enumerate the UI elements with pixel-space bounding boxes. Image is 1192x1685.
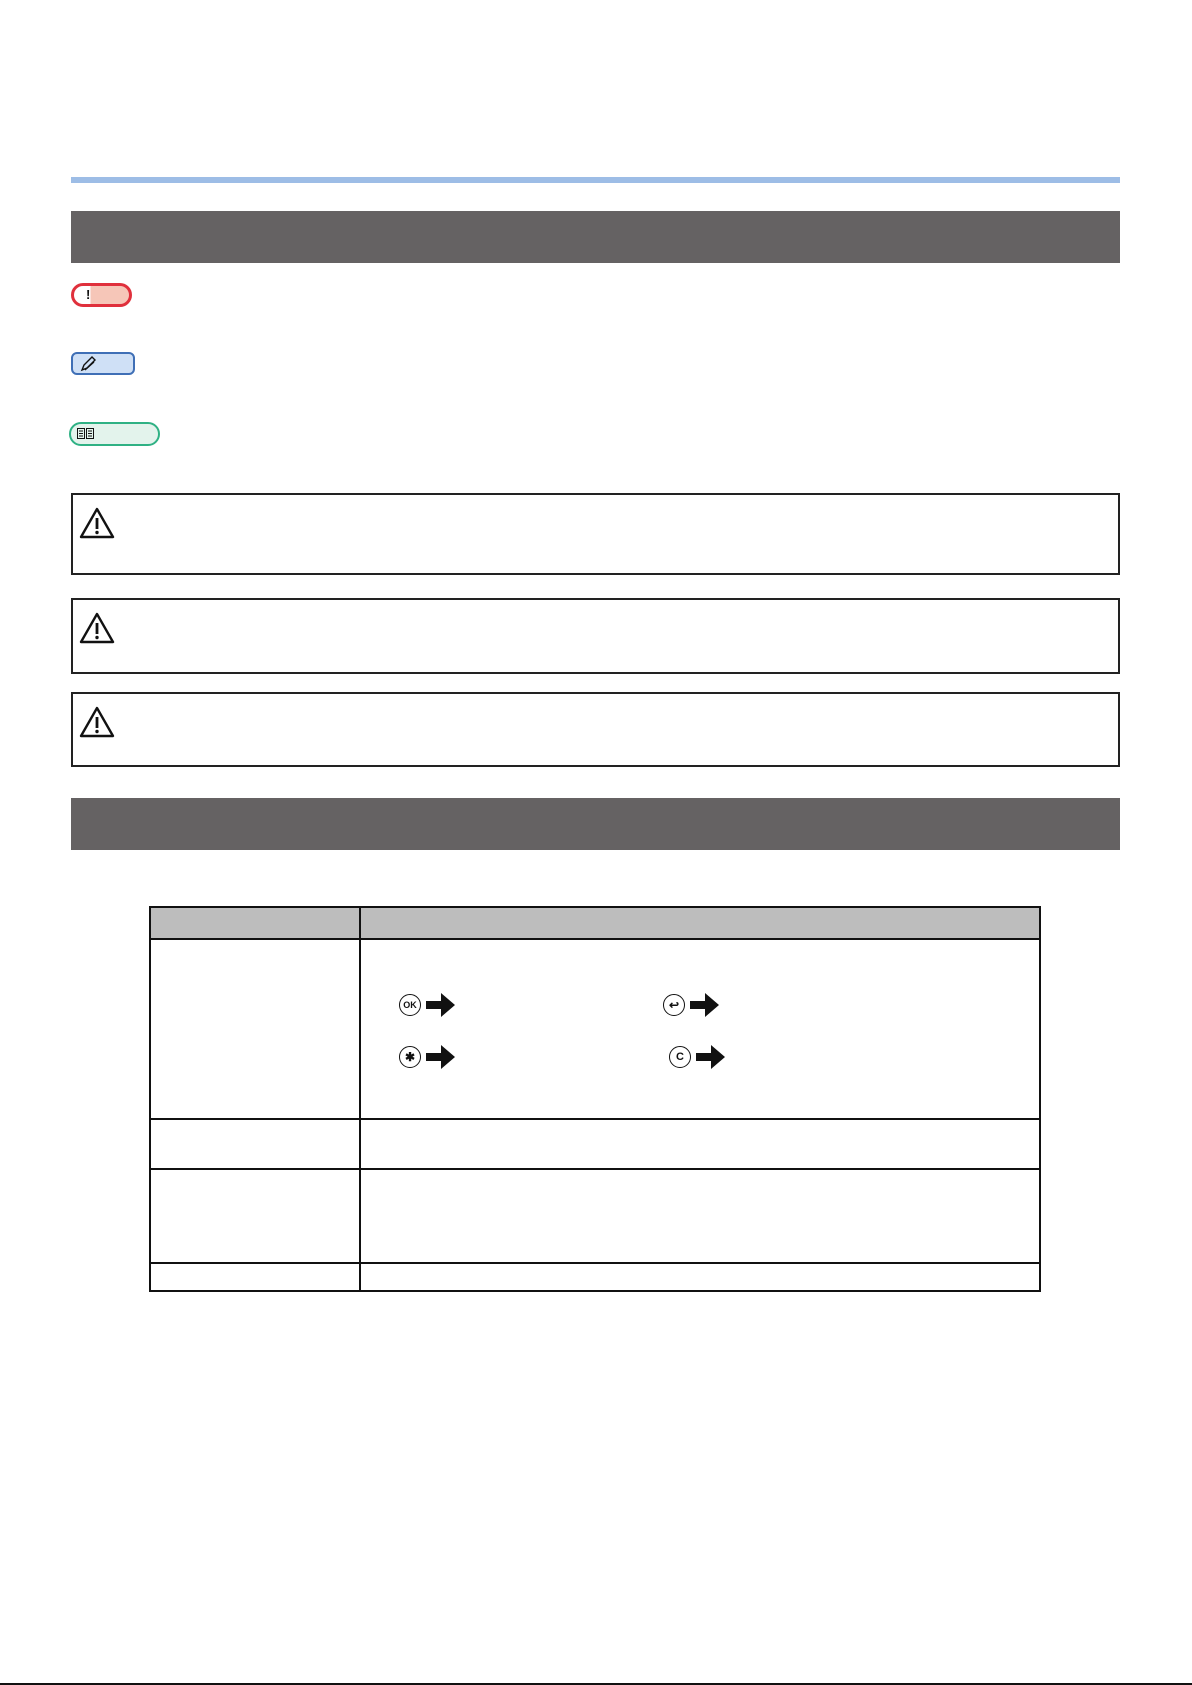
note-badge (71, 283, 132, 307)
warning-box-2 (71, 598, 1120, 674)
exclamation-icon: ! (86, 287, 91, 302)
right-arrow-icon (690, 992, 720, 1018)
key-clear-item (669, 1044, 726, 1070)
table-cell (360, 1169, 1040, 1263)
clear-button-icon: C (669, 1046, 691, 1068)
table-row (150, 939, 1040, 1119)
table-cell (150, 1169, 360, 1263)
key-descriptions-table (149, 906, 1041, 1292)
table-cell (360, 1119, 1040, 1169)
section-banner-1 (71, 211, 1120, 263)
reference-badge (69, 422, 160, 446)
key-back-item (663, 992, 720, 1018)
table-cell (360, 939, 1040, 1119)
table-cell (360, 1263, 1040, 1291)
back-button-icon: ↩ (663, 994, 685, 1016)
section-banner-2 (71, 798, 1120, 850)
warning-box-3 (71, 692, 1120, 767)
warning-triangle-icon (79, 706, 115, 738)
key-ok-item (399, 992, 456, 1018)
table-header-row (150, 907, 1040, 939)
key-asterisk-item (399, 1044, 456, 1070)
ok-button-icon: OK (399, 994, 421, 1016)
asterisk-button-icon: ✱ (399, 1046, 421, 1068)
pencil-icon (79, 356, 97, 372)
table-row (150, 1169, 1040, 1263)
warning-triangle-icon (79, 507, 115, 539)
memo-badge (71, 352, 135, 375)
header-rule (71, 177, 1120, 183)
table-row (150, 1119, 1040, 1169)
right-arrow-icon (426, 1044, 456, 1070)
table-cell (150, 1263, 360, 1291)
table-cell (150, 1119, 360, 1169)
table-row (150, 1263, 1040, 1291)
table-header-cell (360, 907, 1040, 939)
right-arrow-icon (696, 1044, 726, 1070)
table-cell (150, 939, 360, 1119)
book-icon (77, 428, 95, 440)
warning-box-1 (71, 493, 1120, 575)
right-arrow-icon (426, 992, 456, 1018)
warning-triangle-icon (79, 612, 115, 644)
table-header-cell (150, 907, 360, 939)
